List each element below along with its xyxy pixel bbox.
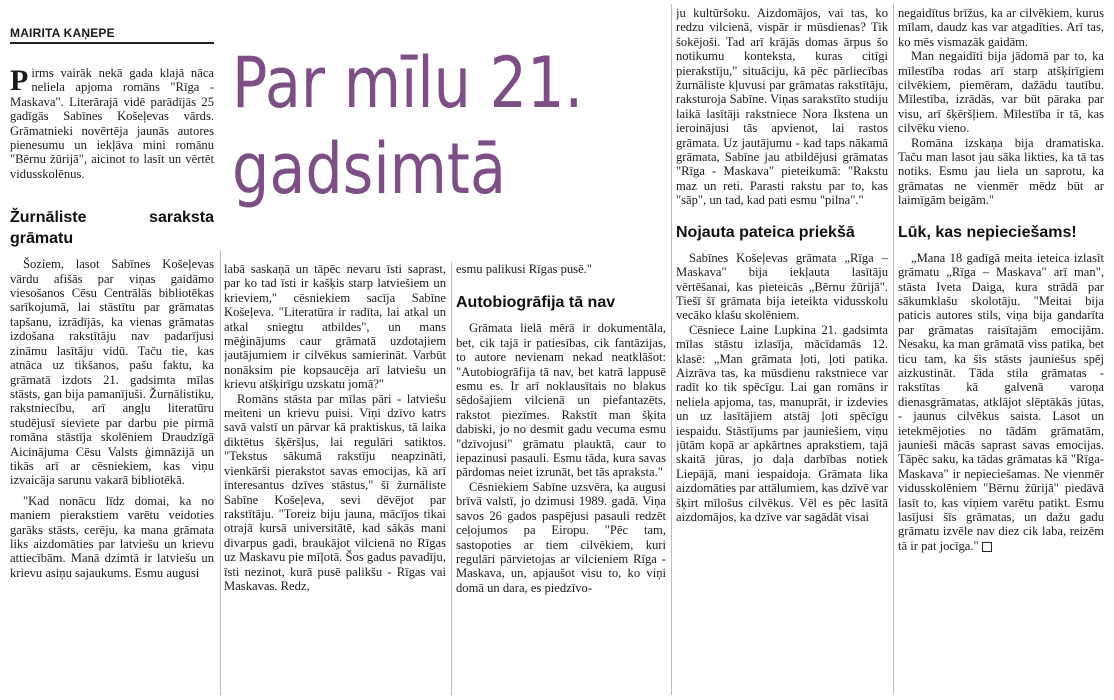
section-heading-1: Žurnāliste saraksta grāmatu — [10, 209, 214, 248]
paragraph: esmu palikusi Rīgas pusē." — [456, 262, 592, 276]
byline: MAIRITA KAŅEPE — [10, 26, 214, 44]
column-rule — [220, 250, 221, 695]
paragraph: Cēsniekiem Sabīne uzsvēra, ka augusi brīvā valstī, jo dzimusi 1989. gadā. Viņa savos 26 gados paspējusi pasauli redzēt ceļojumos pa Eiropu. "Pēc tam, sastopoties ar tiem cilvēkiem, kuri regulāri pārvietojas ar vilcieniem Rīga - Maskava, un, apjaušot visu to, ko viņi domā un dara, es piedzīvo- — [456, 479, 666, 595]
column-rule — [671, 4, 672, 695]
paragraph: Man negaidīti bija jādomā par to, ka mīlestība rodas arī starp atšķirīgiem cilvēkiem, piemēram, dažādu tautību. Mīlestība, izrādās, var būt pāraka par visu, arī šķēršļiem. Mīlestība ir tā, kas cilvēku vieno. — [898, 49, 1104, 136]
paragraph: Sabīnes Košeļevas grāmata „Rīga – Maskava" bija iekļauta lasītāju vērtēšanai, kas pieteicās „Bērnu žūrijā". Tiešī šī grāmata bija ieteikta vidusskolu vecāko klašu skolēniem. — [676, 250, 888, 323]
paragraph: negaidītus brīžus, ka ar cilvēkiem, kurus mīlam, daudz kas var atgadīties. Arī tas, ko mēs vismazāk gaidām. — [898, 6, 1104, 49]
paragraph: Cēsniece Laine Lupkina 21. gadsimta mīlas stāstu izlasīja, mācīdamās 12. klasē: „Man grāmata ļoti, ļoti patika. Aizrāva tas, ka mūsdienu rakstniece var radīt ko tik spēcīgu. Lai gan romāns ir neliela apjoma, tas, manuprāt, ir izdevies un uz lasītājiem atstāj ļoti spēcīgu iespaidu. Stāstījums par jauniešiem, viņu jūtām kopā ar apkārtnes aprakstiem, tajā skaitā jūras, jo daļa darbības notiek Liepājā, mani iespaidoja. Grāmata lika aizdomāties par attālumiem, kas dzīvē var šķirt mīlošus cilvēkus. Vēl es pēc lasītā aizdomājos, ka dzīve var sagādāt visai — [676, 322, 888, 524]
lead-paragraph — [10, 66, 214, 181]
paragraph-text: „Mana 18 gadīgā meita ieteica izlasīt grāmatu „Rīga – Maskava" arī man", stāsta Iveta Daiga, kura strādā par sākumklašu skolotāju. "Meitai bija paticis autores stils, viņa bija gandarīta par grāmatas raisītajām emocijām. Nesaku, ka man grāmatā viss patika, bet ticu tam, ka šis stāsts jauniešus spēj aizkustināt. Tāda stila grāmatas - rakstītas kā galvenā varoņa dienasgrāmatas, atklājot slēptākās jūtas, - jaunus cilvēkus saista. Lasot un ietekmējoties no tādām grāmatām, jaunieši mācās saprast savas emocijas. Tāpēc saku, ka tādas grāmatas kā "Rīga- Maskava" ir nepieciešamas. Ne vienmēr vidusskolēniem "Bērnu žūrijā" piedāvā lasīt to, kas viņiem varētu patikt. Esmu lasījusi šīs grāmatas, un dažu gadu grāmatu izvēle nav diez cik laba, reizēm tā ir pat jocīga." — [898, 250, 1104, 553]
paragraph: Romāna izskaņa bija dramatiska. Taču man lasot jau sāka likties, ka tā tas notiks. Esmu jau liela un saprotu, ka grāmatas ne vienmēr mēdz būt ar laimīgām beigām." — [898, 135, 1104, 208]
paragraph: labā saskaņā un tāpēc nevaru īsti saprast, par ko tad īsti ir kašķis starp latviešiem un krieviem," cēsniekiem sacīja Sabīne Košeļeva. "Literatūra ir radīta, lai atkal un atkal sniegtu atbildes", un mans mēģinājums caur grāmatā uzdotajiem jautājumiem ir cilvēkus samierināt. Varbūt nonāksim pie kopsaucēja arī latviešu un krievu atšķirīgu uzskatu jomā?" — [224, 262, 446, 392]
end-mark-icon — [982, 542, 992, 552]
column-rule — [893, 4, 894, 695]
column-4 — [676, 6, 888, 696]
column-3 — [456, 262, 666, 696]
column-5 — [898, 6, 1104, 696]
column-2 — [224, 262, 446, 696]
column-rule — [451, 262, 452, 695]
paragraph: Šoziem, lasot Sabīnes Košeļevas vārdu afišās par viņas gaidāmo viesošanos Cēsu Centrālās bibliotēkas sarīkojumā, lai stāstītu par grāmatas tapšanu, izrādījās, ka vienas grāmatas izdošana rakstītāju nav padarījusi zināmu lasītāju vidū. Taču tie, kas atnāca uz tikšanos, pašu faktu, ka grāmatā izdots 21. gadsimta mīlas stāsts, gan bija pamanījuši. Žurnālistiku, rakstniecību, arī angļu literatūru studējusī sieviete par darbu pie pirmā romāna stāstīja skolēniem Draudzīgā Aicinājuma Cēsu Valsts ģimnāzijā un tikās arī ar cēsniekiem, kas viņu izvaicāja sarunu vakarā bibliotēkā. — [10, 257, 214, 488]
paragraph: Grāmata lielā mērā ir dokumentāla, bet, cik tajā ir patiesības, cik fantāzijas, to autore nevienam nekad neatklāšot: "Autobiogrāfija tā nav, bet katrā lappusē esmu es. Ir arī noklausītais no blakus sēdošajiem vilcienā un piefantazēts, rakstot piezīmes. Rakstīt man šķita dabiski, jo no desmit gadu vecuma esmu "dzīvojusi" grāmatu plauktā, caur to iepazinusi pasauli. Esmu tāda, kura savas pārdomas neiet izrunāt, bet tās aprakstа." — [456, 321, 666, 480]
section-heading-2: Autobiogrāfija tā nav — [456, 294, 616, 312]
lead-text: irms vairāk nekā gada klajā nāca neliela apjoma romāns "Rīga - Maskava". Literārajā vidē parādījās 25 gadīgās Sabīnes Košeļevas vārds. Grāmatnieki novērtēja jaunās autores pienesumu un iekļāva mini romānu "Bērnu žūrijā", aicinot to lasīt un vērtēt vidusskolēnus. — [10, 66, 214, 181]
section-heading-3: Nojauta pateica priekšā — [676, 223, 855, 241]
headline: Par mīlu 21. gadsimtā — [232, 42, 584, 210]
column-1 — [10, 66, 214, 696]
drop-cap: P — [10, 66, 29, 97]
paragraph: ju kultūršoku. Aizdomājos, vai tas, ko redzu vilcienā, vispār ir mūsdienas? Tik šokējoši. Tad arī krājās domas ārpus šo notikumu konteksta, kuras citīgi pierakstīju," situāciju, kā pēc pārliecības žurnāliste kļuvusi par grāmatas rakstītāju, raksturoja Sabīne. Viņas sarakstīto studiju laikā lasītāji rakstniece Nora Ikstena un ieroinājusi tās apvienot, lai rastos grāmata. Uz jautājumu - kad taps nākamā grāmata, Sabīne jau atbildējusi grāmatas "Rīga - Maskava" pieteikumā: "Rakstu maz un reti. Parasti rakstu par to, kas "sāp", un tad, kad pati esmu "pilna"." — [676, 6, 888, 208]
paragraph: "Kad nonācu līdz domai, ka no maniem pierakstiem varētu veidoties garāks stāsts, cerēju, ka mana grāmata liks aizdomāties par latviešu un krievu attiecībām. Manā dzimtā ir latviešu un krievu asiņu sajaukums. Esmu augusi — [10, 493, 214, 580]
paragraph — [898, 251, 1104, 554]
section-heading-4: Lūk, kas nepieciešams! — [898, 223, 1077, 241]
paragraph: Romāns stāsta par mīlas pāri - latviešu meiteni un krievu puisi. Viņi dzīvo katrs savā valstī un pārvar kā praktiskus, tā laika diktētus šķēršļus, lai regulāri satiktos. "Tekstus sākumā rakstīju neapzināti, vienkārši pierakstot savas emocijas, kā arī interesantus dzīves stāstus," šī žurnāliste Sabīne Košeļeva, sevi dēvējot par rakstītāju. "Toreiz biju jauna, mācījos tikai otrajā kursā universitātē, kad sākās mani divarpus gadi, braukājot vilcienā no Rīgas uz Maskavu pie mīļotā. Šos gadus pavadīju, īsti nezinot, kurā pusē palikšu - Rīgas vai Maskavas. Redz, — [224, 391, 446, 593]
